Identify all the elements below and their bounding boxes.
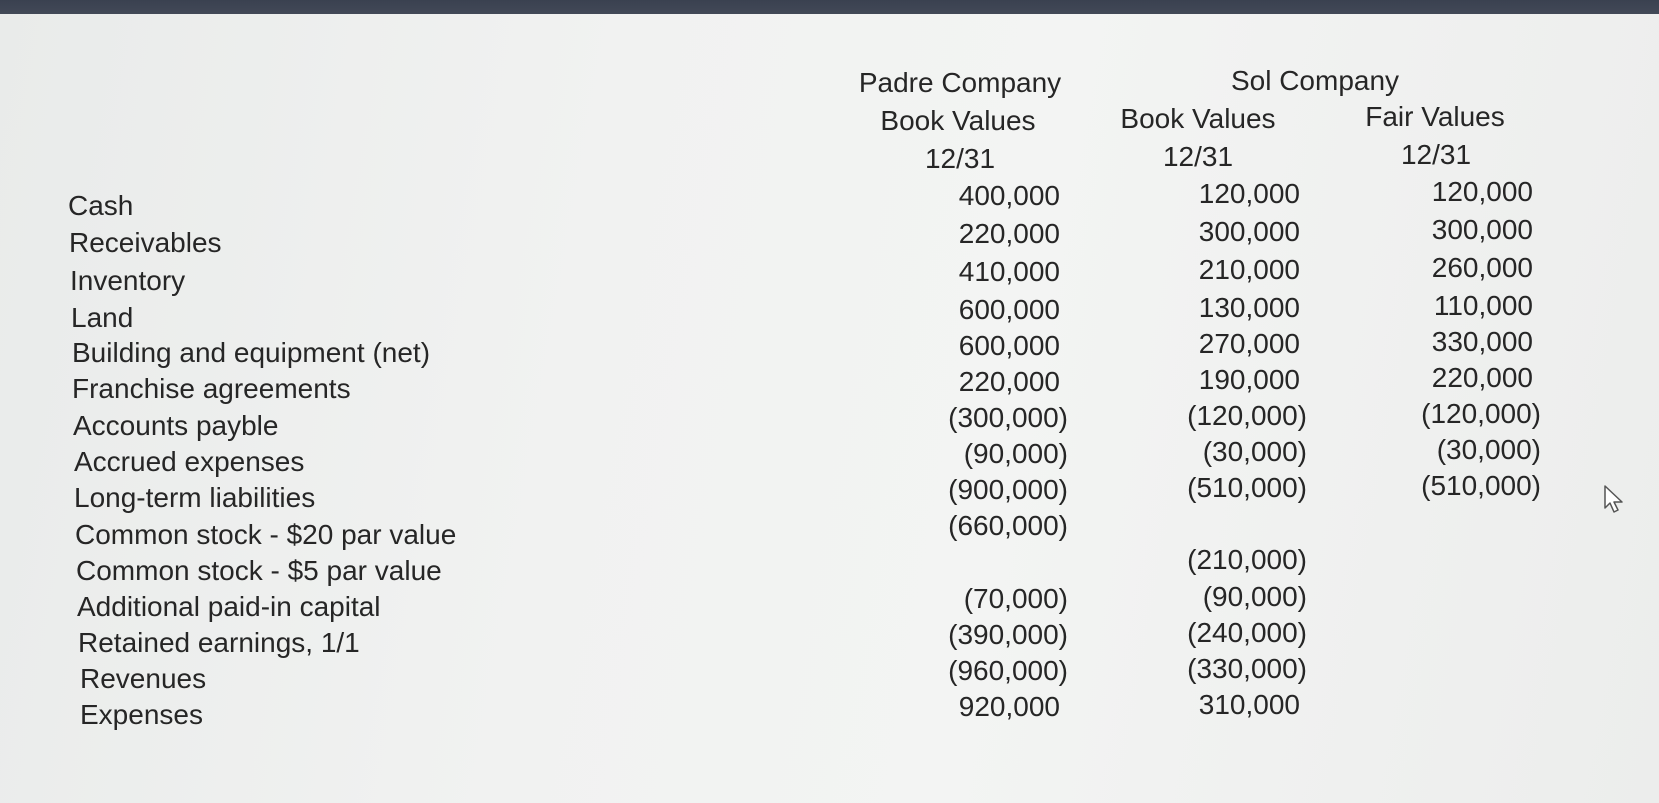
padre-book-common-stock-20: (660,000) xyxy=(948,510,1068,541)
sol-fair-cash: 120,000 xyxy=(1431,176,1533,207)
sol-book-values-header: Book Values xyxy=(1120,103,1276,134)
row-label-land: Land xyxy=(71,302,134,333)
row-label-revenues: Revenues xyxy=(80,663,207,694)
sol-fair-date-header: 12/31 xyxy=(1400,139,1472,170)
sol-fair-accrued-expenses: (30,000) xyxy=(1436,434,1541,465)
mouse-pointer-icon xyxy=(1603,484,1627,514)
padre-book-cash: 400,000 xyxy=(958,180,1060,211)
sol-book-common-stock-5: (210,000) xyxy=(1187,544,1307,575)
sol-fair-long-term-liabilities: (510,000) xyxy=(1421,470,1541,501)
padre-book-accrued-expenses: (90,000) xyxy=(963,438,1068,469)
sol-book-revenues: (330,000) xyxy=(1187,653,1307,684)
padre-book-expenses: 920,000 xyxy=(958,691,1060,722)
padre-book-franchise-agreements: 220,000 xyxy=(958,366,1060,397)
sol-book-retained-earnings: (240,000) xyxy=(1187,617,1307,648)
padre-date-header: 12/31 xyxy=(924,143,996,174)
sol-book-building-equipment: 270,000 xyxy=(1198,328,1300,359)
sol-fair-accounts-payable: (120,000) xyxy=(1421,398,1541,429)
sol-book-cash: 120,000 xyxy=(1198,178,1300,209)
sol-fair-land: 110,000 xyxy=(1433,290,1533,321)
row-label-expenses: Expenses xyxy=(80,699,203,730)
row-label-franchise-agreements: Franchise agreements xyxy=(72,373,351,404)
sol-book-expenses: 310,000 xyxy=(1198,689,1300,720)
row-label-common-stock-5: Common stock - $5 par value xyxy=(76,555,442,586)
sol-company-header: Sol Company xyxy=(1230,65,1400,96)
sol-fair-franchise-agreements: 220,000 xyxy=(1431,362,1533,393)
sol-book-date-header: 12/31 xyxy=(1162,141,1234,172)
sol-book-accrued-expenses: (30,000) xyxy=(1202,436,1307,467)
row-label-additional-paid-in-capital: Additional paid-in capital xyxy=(77,591,381,622)
balance-sheet-page xyxy=(0,14,1659,803)
padre-book-additional-paid-in-capital: (70,000) xyxy=(963,583,1068,614)
padre-book-land: 600,000 xyxy=(958,294,1060,325)
row-label-receivables: Receivables xyxy=(69,227,222,258)
row-label-cash: Cash xyxy=(68,190,134,221)
row-label-retained-earnings: Retained earnings, 1/1 xyxy=(78,627,360,658)
sol-book-additional-paid-in-capital: (90,000) xyxy=(1202,581,1307,612)
row-label-common-stock-20: Common stock - $20 par value xyxy=(75,519,457,550)
sol-book-inventory: 210,000 xyxy=(1198,254,1300,285)
padre-book-retained-earnings: (390,000) xyxy=(948,619,1068,650)
sol-book-receivables: 300,000 xyxy=(1198,216,1300,247)
sol-book-long-term-liabilities: (510,000) xyxy=(1187,472,1307,503)
row-label-accounts-payable: Accounts payble xyxy=(73,410,279,441)
padre-book-receivables: 220,000 xyxy=(958,218,1060,249)
padre-book-values-header: Book Values xyxy=(880,105,1036,136)
padre-book-revenues: (960,000) xyxy=(948,655,1068,686)
padre-book-accounts-payable: (300,000) xyxy=(948,402,1068,433)
sol-fair-receivables: 300,000 xyxy=(1431,214,1533,245)
row-label-accrued-expenses: Accrued expenses xyxy=(74,446,305,477)
sol-book-franchise-agreements: 190,000 xyxy=(1198,364,1300,395)
sol-fair-inventory: 260,000 xyxy=(1431,252,1533,283)
sol-book-accounts-payable: (120,000) xyxy=(1187,400,1307,431)
row-label-inventory: Inventory xyxy=(70,265,186,296)
sol-book-land: 130,000 xyxy=(1198,292,1300,323)
sol-fair-building-equipment: 330,000 xyxy=(1431,326,1533,357)
padre-company-header: Padre Company xyxy=(858,67,1062,98)
sol-fair-values-header: Fair Values xyxy=(1365,101,1505,132)
row-label-long-term-liabilities: Long-term liabilities xyxy=(74,482,316,513)
padre-book-long-term-liabilities: (900,000) xyxy=(948,474,1068,505)
padre-book-building-equipment: 600,000 xyxy=(958,330,1060,361)
row-label-building-equipment: Building and equipment (net) xyxy=(72,337,431,368)
padre-book-inventory: 410,000 xyxy=(958,256,1060,287)
